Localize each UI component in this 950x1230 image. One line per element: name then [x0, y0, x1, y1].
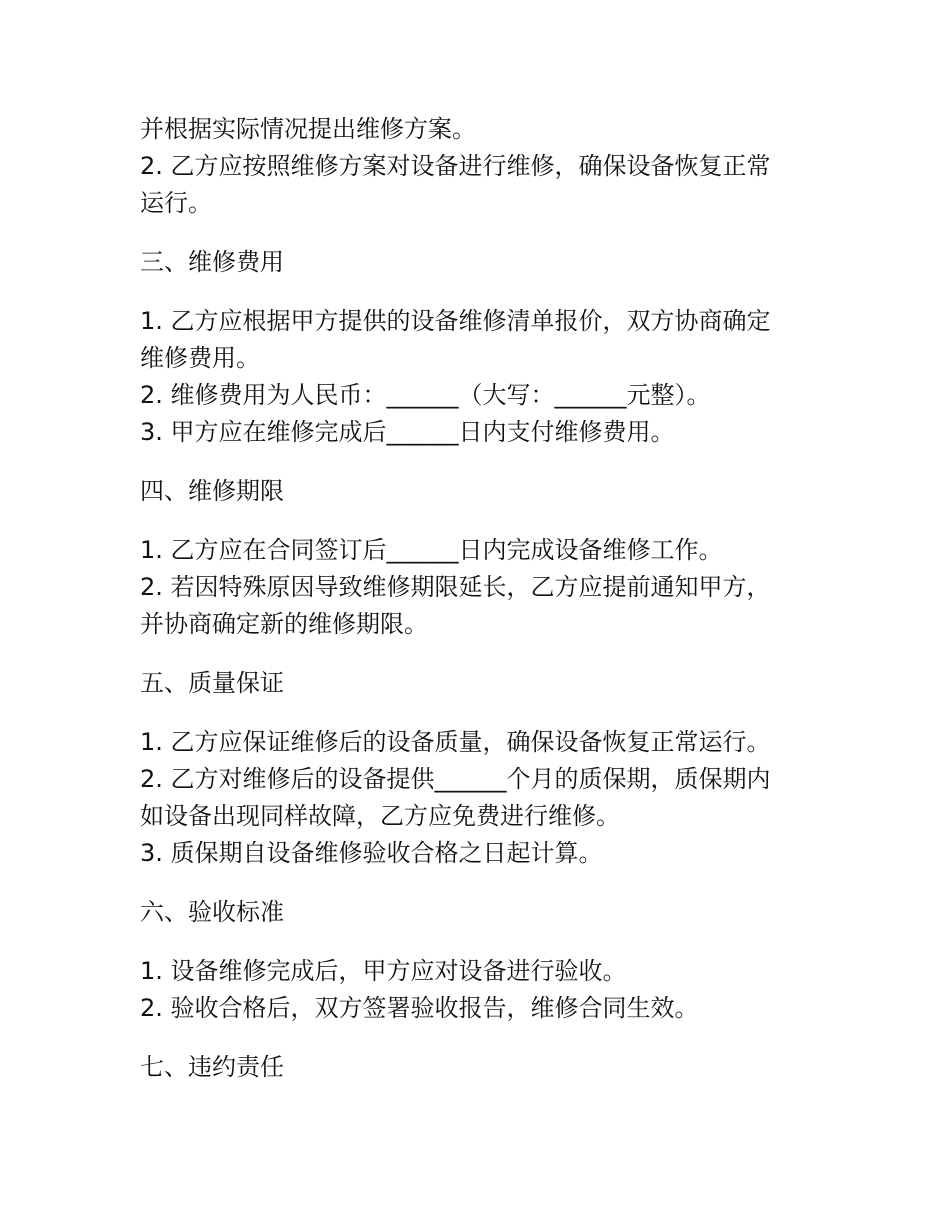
fees-clause-1-line-2: 维修费用。 — [140, 344, 260, 372]
quality-clause-1: 1. 乙方应保证维修后的设备质量，确保设备恢复正常运行。 — [140, 728, 771, 756]
fees-clause-1-line-1: 1. 乙方应根据甲方提供的设备维修清单报价，双方协商确定 — [140, 307, 771, 335]
quality-clause-2-line-1: 2. 乙方对维修后的设备提供______个月的质保期，质保期内 — [140, 765, 771, 793]
quality-clause-2-line-2: 如设备出现同样故障，乙方应免费进行维修。 — [140, 802, 620, 830]
document-page — [140, 111, 820, 1108]
section-heading-quality: 五、质量保证 — [140, 669, 284, 697]
section-heading-fees: 三、维修费用 — [140, 248, 284, 276]
paragraph-line: 并根据实际情况提出维修方案。 — [140, 115, 476, 143]
section-heading-acceptance: 六、验收标准 — [140, 898, 284, 926]
acceptance-clause-1: 1. 设备维修完成后，甲方应对设备进行验收。 — [140, 957, 627, 985]
clause-2-line-1: 2. 乙方应按照维修方案对设备进行维修，确保设备恢复正常 — [140, 152, 771, 180]
fees-clause-3: 3. 甲方应在维修完成后______日内支付维修费用。 — [140, 418, 675, 446]
period-clause-1: 1. 乙方应在合同签订后______日内完成设备维修工作。 — [140, 536, 723, 564]
acceptance-clause-2: 2. 验收合格后，双方签署验收报告，维修合同生效。 — [140, 994, 699, 1022]
clause-2-line-2: 运行。 — [140, 189, 212, 217]
period-clause-2-line-1: 2. 若因特殊原因导致维修期限延长，乙方应提前通知甲方， — [140, 573, 771, 601]
section-heading-period: 四、维修期限 — [140, 477, 284, 505]
section-heading-liability: 七、违约责任 — [140, 1053, 284, 1081]
fees-clause-2: 2. 维修费用为人民币：______（大写：______元整）。 — [140, 381, 711, 409]
period-clause-2-line-2: 并协商确定新的维修期限。 — [140, 610, 428, 638]
quality-clause-3: 3. 质保期自设备维修验收合格之日起计算。 — [140, 839, 603, 867]
